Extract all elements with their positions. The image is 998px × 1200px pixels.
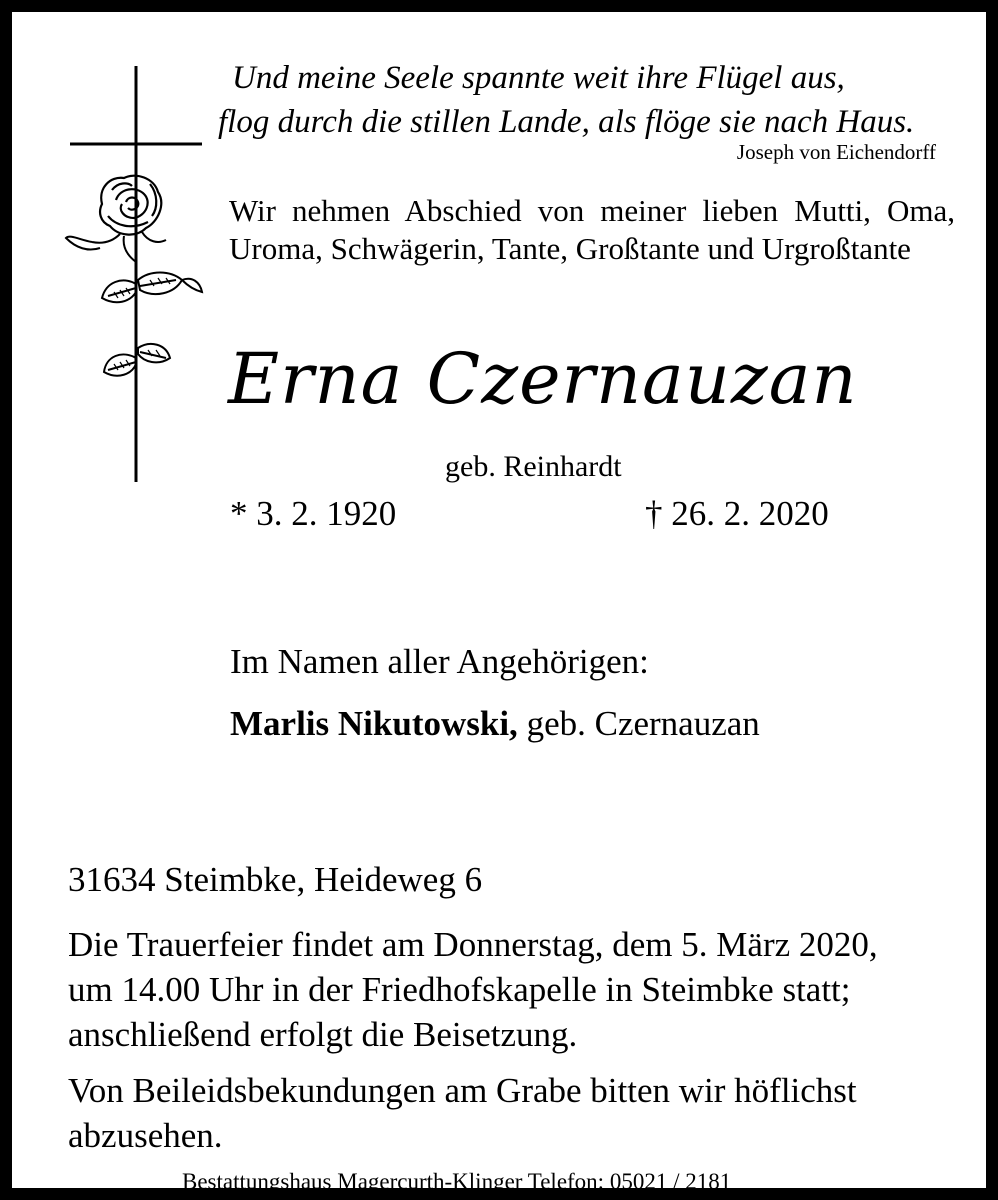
poem-quote [218, 56, 960, 144]
signer-name: Marlis Nikutowski, [230, 704, 518, 743]
behalf-line: Im Namen aller Angehörigen: [230, 642, 649, 681]
poem-line: Und meine Seele spannte weit ihre Flügel aus, [232, 60, 845, 96]
poem-line: flog durch die stillen Lande, als flöge sie nach Haus. [218, 104, 915, 140]
request-line: abzusehen. [68, 1116, 223, 1155]
poem-author: Joseph von Eichendorff [736, 140, 936, 164]
request-line: Von Beileidsbekundungen am Grabe bitten wir höflichst [68, 1071, 857, 1110]
service-line: anschließend erfolgt die Beisetzung. [68, 1015, 578, 1054]
deceased-name: Erna Czernauzan [228, 338, 858, 420]
cross-with-rose-icon [62, 66, 212, 486]
signer-maiden-name: geb. Czernauzan [526, 704, 760, 743]
service-info [68, 922, 954, 1057]
service-line: Die Trauerfeier findet am Donnerstag, dem 5. März 2020, [68, 925, 878, 964]
condolence-request [68, 1068, 954, 1158]
intro-text: Wir nehmen Abschied von meiner lieben Mutti, Oma, Uroma, Schwägerin, Tante, Großtante und Urgroßtante [229, 193, 955, 266]
funeral-home-footer: Bestattungshaus Magercurth-Klinger Telefon: 05021 / 2181 [182, 1169, 732, 1194]
service-line: um 14.00 Uhr in der Friedhofskapelle in Steimbke statt; [68, 970, 851, 1009]
death-date: † 26. 2. 2020 [645, 494, 829, 533]
birth-date: * 3. 2. 1920 [230, 494, 397, 533]
address: 31634 Steimbke, Heideweg 6 [68, 860, 483, 899]
maiden-name: geb. Reinhardt [445, 450, 622, 483]
signer [230, 702, 760, 746]
